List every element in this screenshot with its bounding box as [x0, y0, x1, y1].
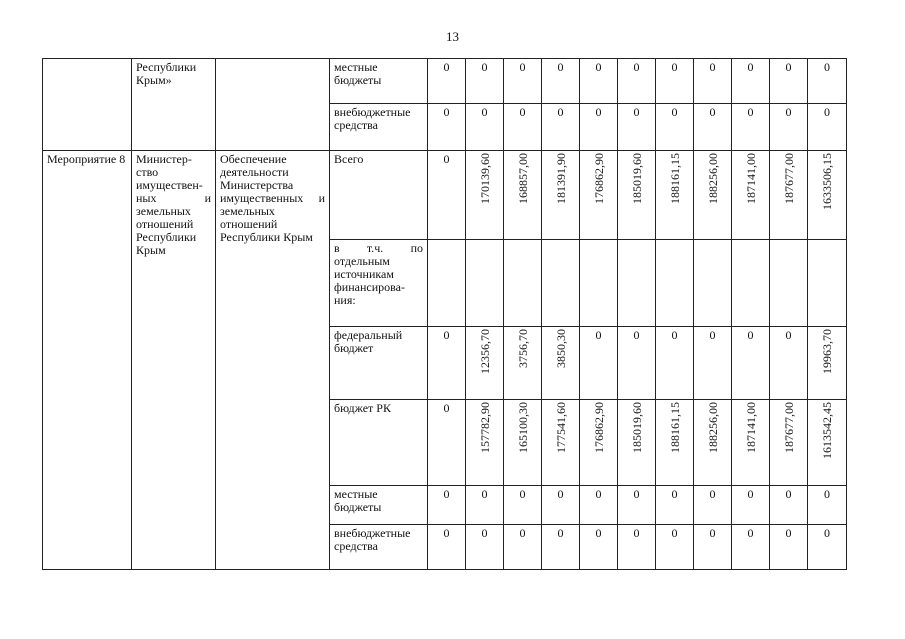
value-text: 188256,00 — [705, 153, 720, 204]
measure-name-cell — [43, 59, 132, 151]
value-cell — [428, 327, 466, 400]
value-cell — [694, 400, 732, 486]
value-cell — [466, 240, 504, 327]
value-cell — [466, 327, 504, 400]
value-cell — [504, 525, 542, 570]
value-text: 0 — [595, 105, 602, 119]
value-text: 0 — [443, 60, 450, 74]
value-text: 0 — [443, 401, 450, 415]
value-cell — [466, 486, 504, 525]
value-cell — [694, 240, 732, 327]
value-text: 0 — [671, 60, 678, 74]
value-text: 0 — [633, 526, 640, 540]
value-cell — [770, 59, 808, 104]
value-cell — [580, 327, 618, 400]
value-text: 185019,60 — [629, 153, 644, 204]
value-cell — [732, 59, 770, 104]
value-cell — [580, 525, 618, 570]
value-cell — [732, 151, 770, 240]
value-text: 176862,90 — [591, 402, 606, 453]
value-cell — [770, 104, 808, 151]
value-text: 1633506,15 — [820, 153, 834, 210]
value-text: 0 — [671, 328, 678, 342]
value-cell — [694, 104, 732, 151]
value-cell — [618, 400, 656, 486]
value-text: 185019,60 — [629, 402, 644, 453]
value-text: 0 — [633, 328, 640, 342]
value-cell — [428, 400, 466, 486]
value-cell — [466, 59, 504, 104]
value-text: 0 — [519, 60, 526, 74]
value-cell — [504, 104, 542, 151]
value-cell — [694, 486, 732, 525]
value-cell — [542, 59, 580, 104]
value-text: 0 — [557, 60, 564, 74]
value-text: 0 — [747, 105, 754, 119]
value-text: 0 — [824, 105, 830, 119]
value-text: 176862,90 — [591, 153, 606, 204]
value-text: 0 — [709, 526, 716, 540]
value-text: 0 — [633, 105, 640, 119]
value-cell — [542, 486, 580, 525]
value-cell — [542, 151, 580, 240]
value-cell — [694, 525, 732, 570]
value-text: 3850,30 — [553, 329, 568, 368]
value-text: 0 — [747, 487, 754, 501]
value-cell — [732, 104, 770, 151]
value-text: 0 — [709, 487, 716, 501]
value-text: 19963,70 — [820, 329, 834, 374]
value-text: 0 — [785, 526, 792, 540]
value-text: 0 — [709, 60, 716, 74]
value-cell — [504, 486, 542, 525]
value-cell — [428, 486, 466, 525]
value-cell — [466, 104, 504, 151]
value-cell — [504, 327, 542, 400]
value-text: 0 — [519, 526, 526, 540]
value-text: 12356,70 — [477, 329, 492, 374]
value-cell — [656, 104, 694, 151]
value-cell — [428, 59, 466, 104]
value-text: 0 — [443, 526, 450, 540]
value-text: 187141,00 — [743, 402, 758, 453]
value-cell — [542, 400, 580, 486]
value-text: 0 — [824, 60, 830, 74]
value-text: 0 — [595, 328, 602, 342]
value-cell — [732, 327, 770, 400]
value-cell — [504, 151, 542, 240]
value-text: 0 — [519, 487, 526, 501]
value-text: 0 — [557, 526, 564, 540]
value-cell — [580, 151, 618, 240]
value-cell — [694, 327, 732, 400]
measure-name-cell: Мероприятие 8 — [43, 151, 132, 570]
value-cell — [656, 486, 694, 525]
value-cell — [618, 486, 656, 525]
value-cell — [428, 151, 466, 240]
value-text: 0 — [595, 526, 602, 540]
value-cell — [466, 525, 504, 570]
value-cell — [504, 240, 542, 327]
value-cell — [770, 525, 808, 570]
value-text: 0 — [595, 60, 602, 74]
value-cell — [618, 327, 656, 400]
value-text: 168857,00 — [515, 153, 530, 204]
value-cell — [808, 240, 847, 327]
value-cell — [770, 486, 808, 525]
value-text: 0 — [747, 526, 754, 540]
value-text: 0 — [443, 152, 450, 166]
value-cell — [504, 400, 542, 486]
value-text: 187141,00 — [743, 153, 758, 204]
value-cell — [466, 400, 504, 486]
value-cell — [808, 59, 847, 104]
value-cell — [656, 240, 694, 327]
value-cell — [542, 525, 580, 570]
value-text: 188161,15 — [667, 153, 682, 204]
value-cell — [656, 151, 694, 240]
value-cell — [808, 400, 847, 486]
value-cell — [504, 59, 542, 104]
value-text: 157782,90 — [477, 402, 492, 453]
value-text: 0 — [633, 60, 640, 74]
value-cell — [618, 240, 656, 327]
value-cell — [732, 525, 770, 570]
value-cell — [618, 59, 656, 104]
table-row — [43, 59, 847, 104]
value-text: 0 — [557, 487, 564, 501]
value-text: 177541,60 — [553, 402, 568, 453]
value-cell — [618, 151, 656, 240]
value-text: 188256,00 — [705, 402, 720, 453]
value-cell — [808, 525, 847, 570]
value-cell — [580, 59, 618, 104]
value-cell — [656, 59, 694, 104]
value-cell — [618, 525, 656, 570]
funding-source-cell: федеральный бюджет — [330, 327, 428, 400]
value-cell — [428, 525, 466, 570]
description-cell — [216, 59, 330, 151]
value-cell — [808, 104, 847, 151]
value-cell — [466, 151, 504, 240]
value-text: 0 — [824, 526, 830, 540]
value-text: 0 — [595, 487, 602, 501]
value-text: 0 — [747, 328, 754, 342]
funding-source-cell: бюджет РК — [330, 400, 428, 486]
value-text: 0 — [633, 487, 640, 501]
value-text: 0 — [785, 328, 792, 342]
value-cell — [694, 59, 732, 104]
value-cell — [542, 240, 580, 327]
value-text: 0 — [519, 105, 526, 119]
value-cell — [580, 486, 618, 525]
value-cell — [732, 240, 770, 327]
value-cell — [428, 240, 466, 327]
value-text: 1613542,45 — [820, 402, 834, 459]
value-text: 181391,90 — [553, 153, 568, 204]
value-cell — [770, 240, 808, 327]
value-text: 170139,60 — [477, 153, 492, 204]
funding-source-cell: внебюджетные средства — [330, 104, 428, 151]
funding-source-cell: местные бюджеты — [330, 486, 428, 525]
page-number: 13 — [446, 29, 459, 44]
value-text: 0 — [481, 105, 488, 119]
value-cell — [808, 327, 847, 400]
value-cell — [770, 151, 808, 240]
value-cell — [808, 486, 847, 525]
value-text: 0 — [671, 526, 678, 540]
value-text: 0 — [709, 105, 716, 119]
value-text: 0 — [557, 105, 564, 119]
value-text: 0 — [747, 60, 754, 74]
budget-table — [42, 58, 847, 570]
value-cell — [542, 327, 580, 400]
value-cell — [428, 104, 466, 151]
table-body — [43, 59, 847, 570]
value-cell — [694, 151, 732, 240]
funding-source-cell: Всего — [330, 151, 428, 240]
value-text: 0 — [785, 60, 792, 74]
funding-source-cell: местные бюджеты — [330, 59, 428, 104]
funding-source-cell: внебюджетные средства — [330, 525, 428, 570]
value-text: 0 — [443, 328, 450, 342]
value-cell — [656, 327, 694, 400]
value-cell — [656, 525, 694, 570]
value-cell — [732, 400, 770, 486]
executor-cell: Министер-ство имуществен-ных и земельных отношений Республики Крым — [132, 151, 216, 570]
value-cell — [618, 104, 656, 151]
value-text: 0 — [785, 487, 792, 501]
value-cell — [542, 104, 580, 151]
value-text: 0 — [481, 526, 488, 540]
value-cell — [580, 240, 618, 327]
value-cell — [580, 400, 618, 486]
value-cell — [808, 151, 847, 240]
value-cell — [770, 327, 808, 400]
value-text: 0 — [671, 487, 678, 501]
value-text: 0 — [785, 105, 792, 119]
table-row — [43, 151, 847, 240]
funding-source-cell: в т.ч. по отдельным источникам финансирова-ния: — [330, 240, 428, 327]
value-cell — [656, 400, 694, 486]
value-text: 187677,00 — [781, 402, 796, 453]
value-text: 0 — [481, 60, 488, 74]
value-text: 0 — [443, 487, 450, 501]
value-text: 165100,30 — [515, 402, 530, 453]
description-cell: Обеспечение деятельности Министерства имущественных и земельных отношений Республики Крым — [216, 151, 330, 570]
value-cell — [732, 486, 770, 525]
value-text: 0 — [481, 487, 488, 501]
value-cell — [580, 104, 618, 151]
value-text: 187677,00 — [781, 153, 796, 204]
value-cell — [770, 400, 808, 486]
value-text: 0 — [671, 105, 678, 119]
value-text: 188161,15 — [667, 402, 682, 453]
value-text: 0 — [824, 487, 830, 501]
value-text: 0 — [709, 328, 716, 342]
value-text: 3756,70 — [515, 329, 530, 368]
value-text: 0 — [443, 105, 450, 119]
executor-cell: Республики Крым» — [132, 59, 216, 151]
